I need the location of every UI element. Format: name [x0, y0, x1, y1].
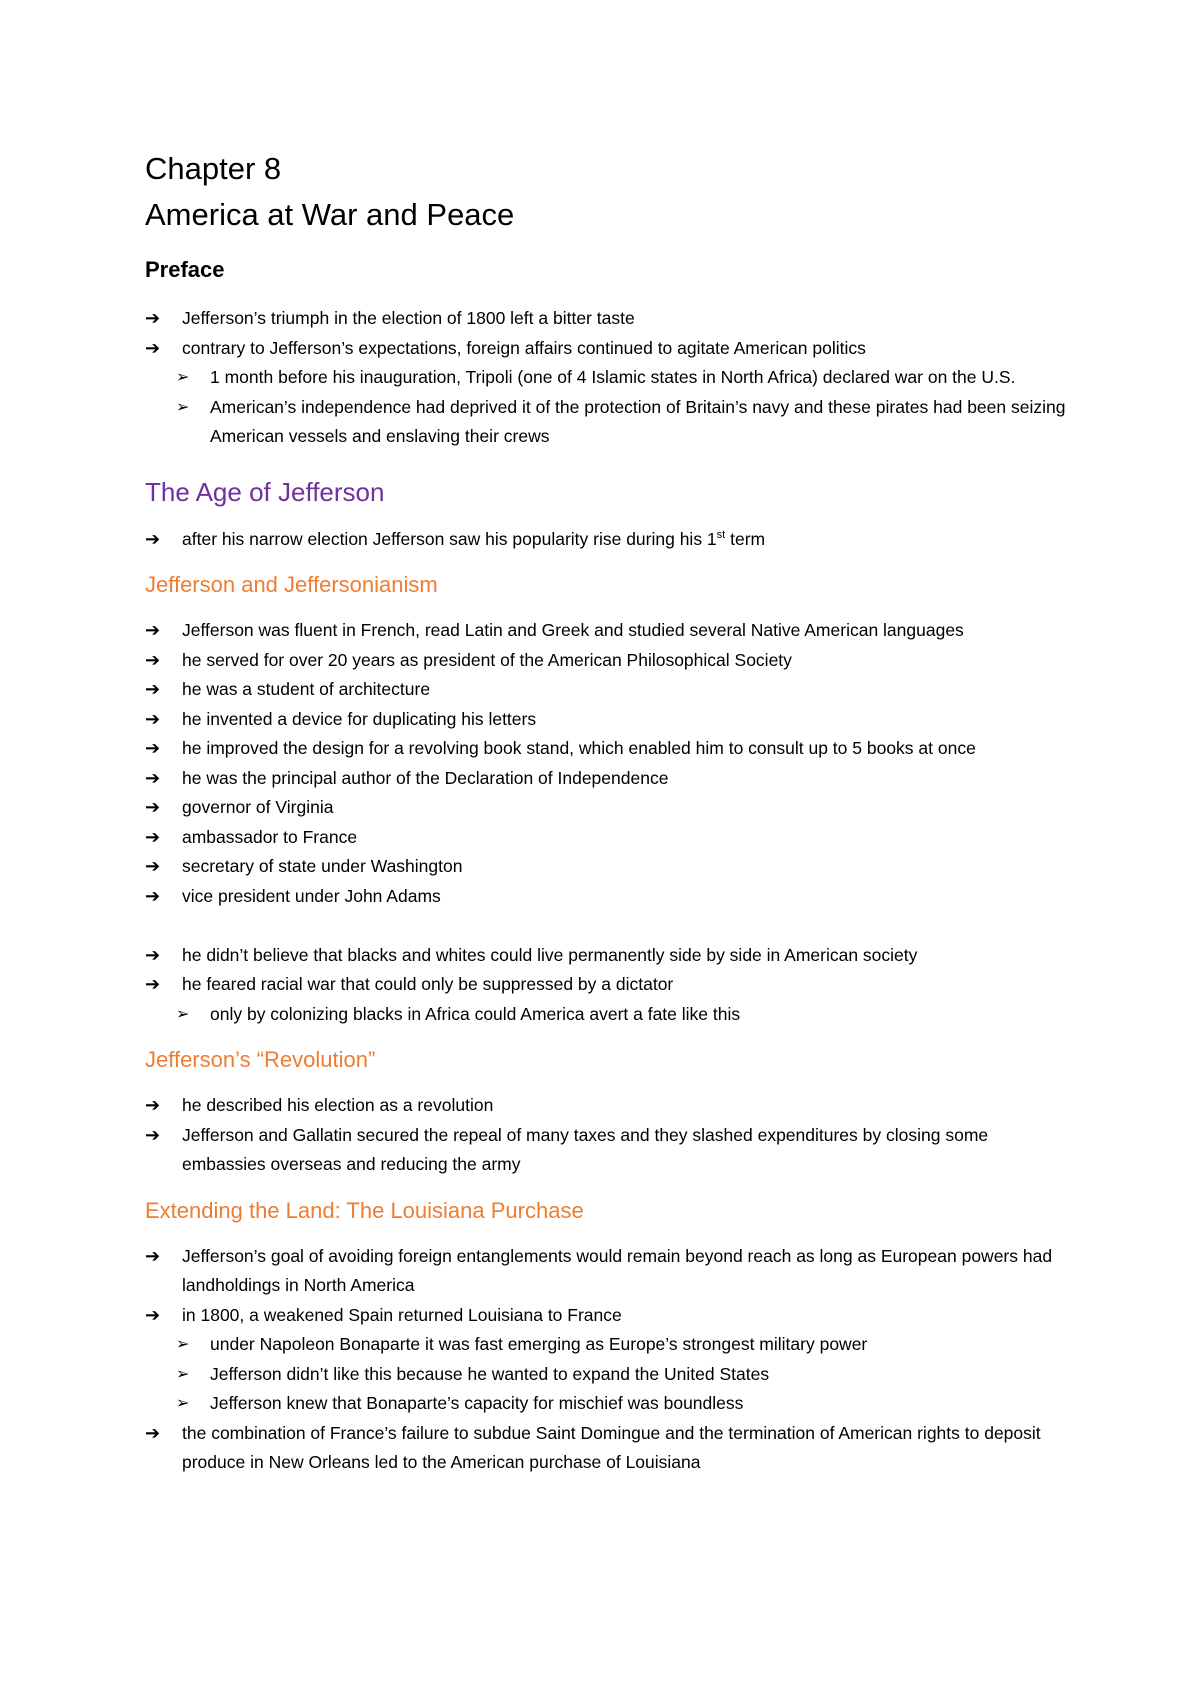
arrow-icon: ➔ [145, 1095, 161, 1115]
arrow-icon: ➔ [145, 797, 161, 817]
section-heading-age-of-jefferson: The Age of Jefferson [145, 476, 385, 507]
list-item: ➔ after his narrow election Jefferson saw his popularity rise during his 1st term [145, 525, 1075, 555]
louisiana-list [145, 1242, 1075, 1478]
preface-list [145, 304, 1075, 452]
list-item: ➔ vice president under John Adams [145, 882, 1075, 912]
arrow-icon: ➔ [145, 1422, 161, 1443]
section-heading-jeffersonianism: Jefferson and Jeffersonianism [145, 572, 438, 597]
list-item: ➔ the combination of France’s failure to subdue Saint Domingue and the termination of American rights to deposit produce in New Orleans led to the American purchase of Louisiana [145, 1419, 1075, 1478]
jeffersonianism-list-b [145, 941, 1075, 1030]
arrow-icon: ➔ [145, 1245, 161, 1266]
arrow-icon: ➔ [145, 649, 161, 670]
sub-list-item: ➢ only by colonizing blacks in Africa could America avert a fate like this [145, 1000, 1075, 1030]
arrow-icon: ➔ [145, 826, 161, 847]
section-heading-revolution: Jefferson’s “Revolution” [145, 1047, 376, 1072]
jeffersonianism-list [145, 616, 1075, 911]
chevron-icon: ➢ [176, 1336, 190, 1353]
arrow-icon: ➔ [145, 856, 161, 876]
list-item: ➔ he invented a device for duplicating his letters [145, 705, 1075, 735]
preface-heading: Preface [145, 257, 225, 282]
list-item: ➔ contrary to Jefferson’s expectations, foreign affairs continued to agitate American politics [145, 334, 1075, 364]
chevron-icon: ➢ [176, 369, 190, 386]
arrow-icon: ➔ [145, 738, 161, 758]
arrow-icon: ➔ [145, 620, 161, 640]
chapter-title: America at War and Peace [145, 197, 515, 232]
arrow-icon: ➔ [145, 679, 161, 699]
chevron-icon: ➢ [176, 398, 190, 416]
list-item: ➔ in 1800, a weakened Spain returned Louisiana to France [145, 1301, 1075, 1331]
sub-list-item: ➢ 1 month before his inauguration, Tripoli (one of 4 Islamic states in North Africa) declared war on the U.S. [145, 363, 1075, 393]
arrow-icon: ➔ [145, 767, 161, 788]
arrow-icon: ➔ [145, 1124, 161, 1145]
list-item: ➔ Jefferson was fluent in French, read Latin and Greek and studied several Native American languages [145, 616, 1075, 646]
chevron-icon: ➢ [176, 1005, 190, 1023]
list-item: ➔ governor of Virginia [145, 793, 1075, 823]
list-item: ➔ he was the principal author of the Declaration of Independence [145, 764, 1075, 794]
list-item: ➔ he served for over 20 years as president of the American Philosophical Society [145, 646, 1075, 676]
arrow-icon: ➔ [145, 708, 161, 729]
arrow-icon: ➔ [145, 1304, 161, 1325]
arrow-icon: ➔ [145, 944, 161, 965]
blank-line [145, 911, 1075, 941]
chevron-icon: ➢ [176, 1395, 190, 1412]
revolution-list [145, 1091, 1075, 1180]
list-item: ➔ secretary of state under Washington [145, 852, 1075, 882]
list-item: ➔ Jefferson’s triumph in the election of 1800 left a bitter taste [145, 304, 1075, 334]
list-item: ➔ he feared racial war that could only be suppressed by a dictator [145, 970, 1075, 1000]
sub-list-item: ➢ Jefferson didn’t like this because he wanted to expand the United States [145, 1360, 1075, 1390]
list-item: ➔ he didn’t believe that blacks and whites could live permanently side by side in American society [145, 941, 1075, 971]
sub-list-item: ➢ Jefferson knew that Bonaparte’s capacity for mischief was boundless [145, 1389, 1075, 1419]
list-item: ➔ he described his election as a revolution [145, 1091, 1075, 1121]
arrow-icon: ➔ [145, 528, 161, 549]
arrow-icon: ➔ [145, 308, 161, 328]
section-heading-louisiana-purchase: Extending the Land: The Louisiana Purchase [145, 1197, 584, 1223]
sub-list-item: ➢ American’s independence had deprived it of the protection of Britain’s navy and these pirates had been seizing American vessels and enslaving their crews [145, 393, 1075, 452]
chapter-number: Chapter 8 [145, 151, 282, 186]
list-item: ➔ he improved the design for a revolving book stand, which enabled him to consult up to 5 books at once [145, 734, 1075, 764]
list-item: ➔ he was a student of architecture [145, 675, 1075, 705]
list-item: ➔ Jefferson and Gallatin secured the repeal of many taxes and they slashed expenditures by closing some embassies overseas and reducing the army [145, 1121, 1075, 1180]
arrow-icon: ➔ [145, 885, 161, 906]
age-list [145, 525, 1075, 555]
list-item: ➔ Jefferson’s goal of avoiding foreign entanglements would remain beyond reach as long as European powers had landholdings in North America [145, 1242, 1075, 1301]
arrow-icon: ➔ [145, 974, 161, 994]
list-item: ➔ ambassador to France [145, 823, 1075, 853]
arrow-icon: ➔ [145, 337, 161, 358]
sub-list-item: ➢ under Napoleon Bonaparte it was fast emerging as Europe’s strongest military power [145, 1330, 1075, 1360]
chevron-icon: ➢ [176, 1365, 190, 1383]
document-content [145, 146, 1075, 1478]
